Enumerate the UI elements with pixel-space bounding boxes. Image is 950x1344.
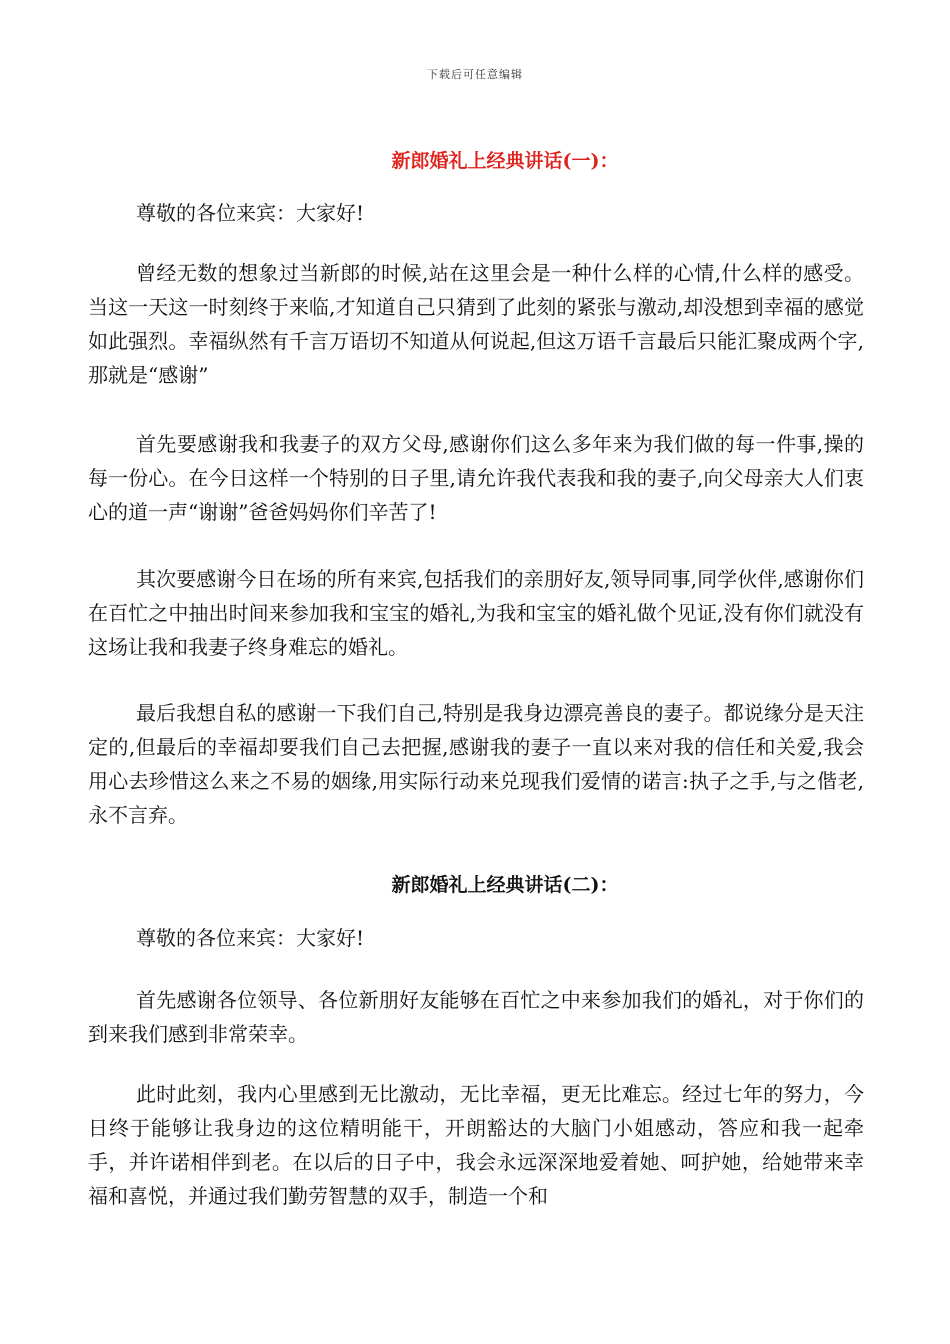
body-paragraph: 此时此刻，我内心里感到无比激动，无比幸福，更无比难忘。经过七年的努力，今日终于能够让我身边的这位精明能干，开朗豁达的大脑门小姐感动，答应和我一起牵手，并许诺相伴到老。在以后的日子中，我会永远深深地爱着她、呵护她，给她带来幸福和喜悦，并通过我们勤劳智慧的双手，制造一个和 bbox=[88, 1082, 864, 1208]
greeting-paragraph-one: 尊敬的各位来宾：大家好! bbox=[136, 201, 365, 225]
body-paragraph: 首先要感谢我和我妻子的双方父母,感谢你们这么多年来为我们做的每一件事,操的每一份心。在今日这样一个特别的日子里,请允许我代表我和我的妻子,向父母亲大人们衷心的道一声“谢谢”爸爸妈妈你们辛苦了! bbox=[88, 432, 864, 524]
body-paragraph: 首先感谢各位领导、各位新朋好友能够在百忙之中来参加我们的婚礼，对于你们的到来我们感到非常荣幸。 bbox=[88, 988, 864, 1046]
body-paragraph: 曾经无数的想象过当新郎的时候,站在这里会是一种什么样的心情,什么样的感受。当这一天这一时刻终于来临,才知道自己只猜到了此刻的紧张与激动,却没想到幸福的感觉如此强烈。幸福纵然有千言万语切不知道从何说起,但这万语千言最后只能汇聚成两个字,那就是“感谢” bbox=[88, 261, 864, 387]
body-paragraph: 最后我想自私的感谢一下我们自己,特别是我身边漂亮善良的妻子。都说缘分是天注定的,但最后的幸福却要我们自己去把握,感谢我的妻子一直以来对我的信任和关爱,我会用心去珍惜这么来之不易的姻缘,用实际行动来兑现我们爱情的诺言:执子之手,与之偕老,永不言弃。 bbox=[88, 701, 864, 827]
greeting-paragraph-two: 尊敬的各位来宾：大家好! bbox=[136, 926, 365, 950]
section-title-two: 新郎婚礼上经典讲话(二)： bbox=[391, 874, 619, 896]
section-title-one: 新郎婚礼上经典讲话(一)： bbox=[391, 150, 619, 172]
body-paragraph: 其次要感谢今日在场的所有来宾,包括我们的亲朋好友,领导同事,同学伙伴,感谢你们在百忙之中抽出时间来参加我和宝宝的婚礼,为我和宝宝的婚礼做个见证,没有你们就没有这场让我和我妻子终身难忘的婚礼。 bbox=[88, 567, 864, 659]
header-note: 下载后可任意编辑 bbox=[427, 68, 523, 81]
